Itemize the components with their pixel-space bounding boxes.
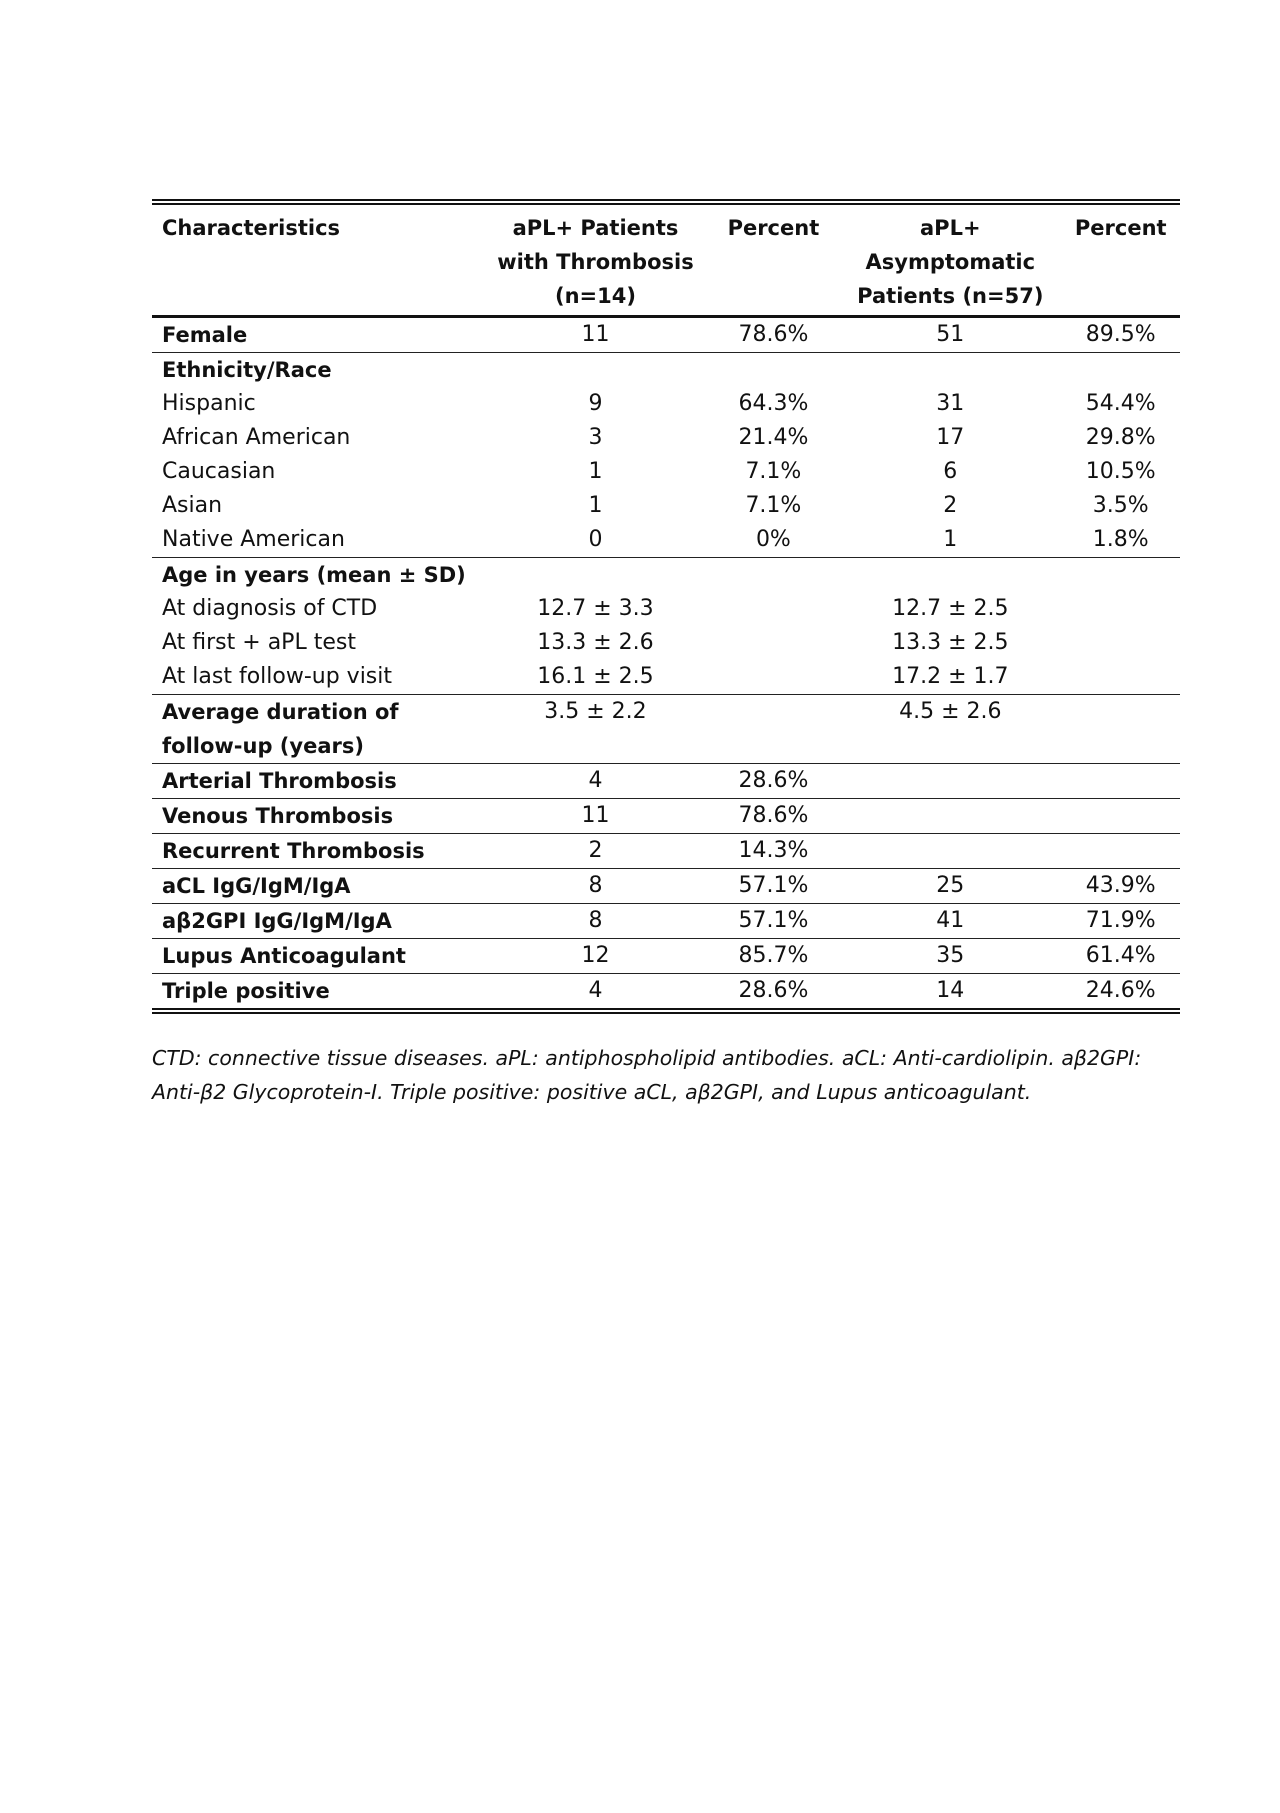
header-percent-thrombosis: Percent — [704, 202, 839, 317]
asymptomatic-count-cell: 12.7 ± 2.5 — [892, 596, 1009, 621]
row-label: Native American — [162, 527, 345, 552]
thrombosis-percent-cell: 57.1% — [704, 904, 839, 939]
table-row — [152, 626, 1180, 660]
asymptomatic-count-cell: 2 — [943, 493, 958, 518]
asymptomatic-count-cell: 14 — [839, 974, 1057, 1012]
asymptomatic-count-cell: 13.3 ± 2.5 — [892, 630, 1009, 655]
asymptomatic-count-cell: 6 — [943, 459, 958, 484]
asymptomatic-count-cell — [839, 353, 1057, 388]
asymptomatic-count-cell: 51 — [936, 322, 965, 347]
thrombosis-percent-cell — [704, 558, 839, 593]
table-row — [152, 904, 1180, 939]
asymptomatic-percent-cell: 89.5% — [1085, 322, 1156, 347]
thrombosis-count-cell: 2 — [483, 834, 703, 869]
asymptomatic-percent-cell — [1057, 799, 1180, 834]
thrombosis-count-cell: 1 — [588, 493, 603, 518]
row-label: Triple positive — [152, 974, 483, 1012]
thrombosis-percent-cell — [704, 353, 839, 388]
table-footnote: CTD: connective tissue diseases. aPL: antiphospholipid antibodies. aCL: Anti-cardiolipin. aβ2GPI: Anti-β2 Glycoprotein-I. Triple positive: positive aCL, aβ2GPI, and Lupus anticoagulant. — [152, 1046, 1142, 1104]
thrombosis-percent-cell — [704, 592, 839, 626]
table-row — [152, 455, 1180, 489]
asymptomatic-count-cell — [839, 558, 1057, 593]
row-label: aCL IgG/IgM/IgA — [152, 869, 483, 904]
row-label: Venous Thrombosis — [152, 799, 483, 834]
row-label: African American — [162, 425, 351, 450]
asymptomatic-percent-cell — [1057, 353, 1180, 388]
asymptomatic-count-cell: 25 — [839, 869, 1057, 904]
thrombosis-count-cell — [483, 558, 703, 593]
header-thrombosis-patients: aPL+ Patients with Thrombosis (n=14) — [483, 202, 703, 317]
thrombosis-count-cell: 4 — [483, 764, 703, 799]
table-row — [152, 660, 1180, 695]
thrombosis-percent-cell — [704, 626, 839, 660]
asymptomatic-count-cell: 31 — [936, 391, 965, 416]
asymptomatic-percent-cell: 61.4% — [1057, 939, 1180, 974]
thrombosis-percent-cell: 57.1% — [704, 869, 839, 904]
table-row — [152, 523, 1180, 558]
thrombosis-percent-cell: 85.7% — [704, 939, 839, 974]
asymptomatic-percent-cell: 43.9% — [1057, 869, 1180, 904]
thrombosis-percent-cell: 78.6% — [738, 322, 809, 347]
table-row — [152, 592, 1180, 626]
asymptomatic-percent-cell: 10.5% — [1085, 459, 1156, 484]
thrombosis-percent-cell: 14.3% — [704, 834, 839, 869]
asymptomatic-count-cell: 1 — [943, 527, 958, 552]
row-label: Ethnicity/Race — [152, 353, 483, 388]
characteristics-table — [152, 199, 1180, 1014]
table-row — [152, 387, 1180, 421]
row-label: Caucasian — [162, 459, 276, 484]
thrombosis-percent-cell: 0% — [755, 527, 791, 552]
asymptomatic-count-cell: 35 — [839, 939, 1057, 974]
thrombosis-percent-cell: 78.6% — [704, 799, 839, 834]
table-row — [152, 799, 1180, 834]
row-label: Hispanic — [162, 391, 256, 416]
table-body — [152, 317, 1180, 1012]
thrombosis-count-cell: 3 — [588, 425, 603, 450]
thrombosis-count-cell: 16.1 ± 2.5 — [537, 664, 654, 689]
thrombosis-count-cell: 11 — [483, 799, 703, 834]
table-row — [152, 317, 1180, 353]
asymptomatic-count-cell: 17 — [936, 425, 965, 450]
header-percent-asymptomatic: Percent — [1057, 202, 1180, 317]
row-label: Asian — [162, 493, 223, 518]
asymptomatic-percent-cell: 54.4% — [1085, 391, 1156, 416]
asymptomatic-count-cell: 41 — [839, 904, 1057, 939]
thrombosis-count-cell: 1 — [588, 459, 603, 484]
asymptomatic-percent-cell — [1057, 695, 1180, 764]
row-label: Average duration of follow-up (years) — [152, 695, 483, 764]
asymptomatic-percent-cell — [1057, 764, 1180, 799]
asymptomatic-percent-cell: 29.8% — [1085, 425, 1156, 450]
asymptomatic-percent-cell: 3.5% — [1092, 493, 1149, 518]
thrombosis-count-cell: 12 — [483, 939, 703, 974]
table-header-row — [152, 202, 1180, 317]
table-row — [152, 834, 1180, 869]
header-characteristics: Characteristics — [152, 202, 483, 317]
asymptomatic-percent-cell — [1057, 592, 1180, 626]
table-row — [152, 695, 1180, 764]
table-row — [152, 939, 1180, 974]
asymptomatic-percent-cell — [1057, 834, 1180, 869]
asymptomatic-percent-cell: 1.8% — [1092, 527, 1149, 552]
table-row — [152, 421, 1180, 455]
table-row — [152, 558, 1180, 593]
thrombosis-count-cell: 4 — [483, 974, 703, 1012]
row-label: At last follow-up visit — [162, 664, 393, 689]
row-label: At diagnosis of CTD — [162, 596, 378, 621]
table-row — [152, 353, 1180, 388]
thrombosis-count-cell: 11 — [581, 322, 610, 347]
table-row — [152, 764, 1180, 799]
thrombosis-count-cell: 13.3 ± 2.6 — [537, 630, 654, 655]
thrombosis-count-cell: 12.7 ± 3.3 — [537, 596, 654, 621]
asymptomatic-percent-cell — [1057, 660, 1180, 695]
thrombosis-count-cell: 8 — [483, 869, 703, 904]
table-row — [152, 974, 1180, 1012]
asymptomatic-count-cell: 4.5 ± 2.6 — [839, 695, 1057, 764]
header-asymptomatic-patients: aPL+ Asymptomatic Patients (n=57) — [839, 202, 1057, 317]
thrombosis-percent-cell: 28.6% — [704, 764, 839, 799]
thrombosis-percent-cell: 7.1% — [745, 459, 802, 484]
row-label: Arterial Thrombosis — [152, 764, 483, 799]
thrombosis-count-cell — [483, 353, 703, 388]
thrombosis-count-cell: 8 — [483, 904, 703, 939]
thrombosis-percent-cell: 28.6% — [704, 974, 839, 1012]
row-label: At first + aPL test — [162, 630, 356, 655]
asymptomatic-percent-cell: 71.9% — [1057, 904, 1180, 939]
thrombosis-percent-cell: 64.3% — [738, 391, 809, 416]
thrombosis-count-cell: 9 — [588, 391, 603, 416]
thrombosis-percent-cell — [704, 660, 839, 695]
asymptomatic-count-cell: 17.2 ± 1.7 — [892, 664, 1009, 689]
asymptomatic-count-cell — [839, 764, 1057, 799]
thrombosis-count-cell: 3.5 ± 2.2 — [483, 695, 703, 764]
table-row — [152, 489, 1180, 523]
row-label: Lupus Anticoagulant — [152, 939, 483, 974]
asymptomatic-percent-cell — [1057, 558, 1180, 593]
thrombosis-percent-cell — [704, 695, 839, 764]
row-label: Age in years (mean ± SD) — [152, 558, 483, 593]
asymptomatic-percent-cell — [1057, 626, 1180, 660]
row-label: Recurrent Thrombosis — [152, 834, 483, 869]
table-row — [152, 869, 1180, 904]
thrombosis-percent-cell: 7.1% — [745, 493, 802, 518]
thrombosis-percent-cell: 21.4% — [738, 425, 809, 450]
asymptomatic-count-cell — [839, 799, 1057, 834]
asymptomatic-percent-cell: 24.6% — [1057, 974, 1180, 1012]
row-label: aβ2GPI IgG/IgM/IgA — [152, 904, 483, 939]
thrombosis-count-cell: 0 — [588, 527, 603, 552]
row-label: Female — [162, 323, 248, 347]
asymptomatic-count-cell — [839, 834, 1057, 869]
